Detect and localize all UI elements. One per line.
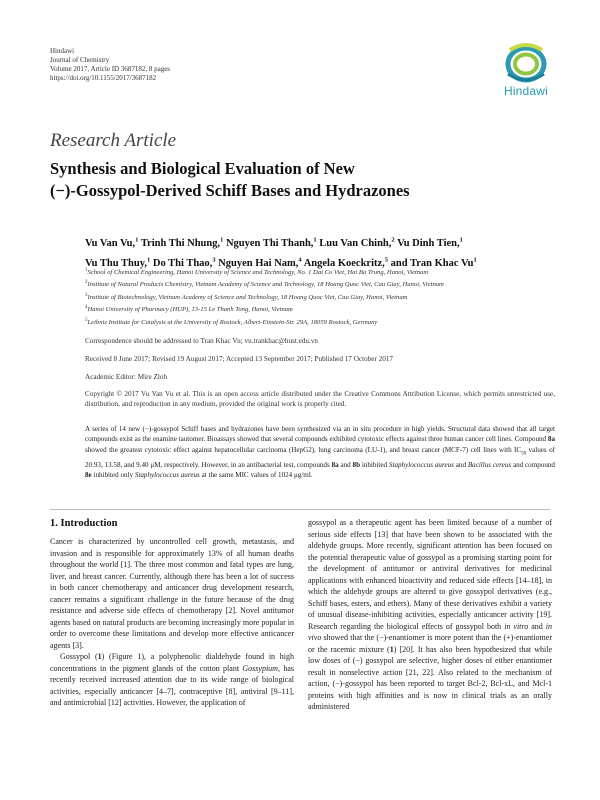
- affiliation: $^4$Hanoi University of Pharmacy (HUP), 13-15 Le Thanh Tong, Hanoi, Vietnam: [85, 305, 293, 314]
- body-column-right: [308, 517, 552, 713]
- publisher-name: Hindawi: [50, 47, 75, 55]
- doi-link[interactable]: https://doi.org/10.1155/2017/3687182: [50, 74, 157, 82]
- logo-wordmark: Hindawi: [503, 84, 549, 98]
- author: Vu Dinh Tien,$^1$: [397, 236, 463, 249]
- affiliation: $^5$Leibniz Institute for Catalysis at the University of Rostock, Albert-Einstein-Str. 29A, 18059 Rostock, Germany: [85, 317, 378, 327]
- affiliation-list: [85, 266, 555, 328]
- publication-dates: Received 8 June 2017; Revised 19 August 2017; Accepted 13 September 2017; Published 17 October 2017: [85, 355, 394, 363]
- correspondence: Correspondence should be addressed to Tran Khac Vu; vu.trankhac@hust.edu.vn: [85, 337, 319, 345]
- author: and Tran Khac Vu$^1$: [390, 256, 477, 269]
- author: Do Thi Thao,$^3$: [152, 256, 216, 269]
- affiliation: $^3$Institute of Biotechnology, Vietnam Academy of Science and Technology, 18 Hoang Quoc Viet, Cau Giay, Hanoi, Vietnam: [85, 292, 408, 302]
- author: Vu Thu Thuy,$^1$: [85, 256, 151, 269]
- body-column-left: [50, 536, 294, 709]
- author: Vu Van Vu,$^1$: [85, 236, 139, 249]
- abstract: A series of 14 new (−)-gossypol Schiff bases and hydrazones have been synthesized via an in situ procedure in high yields. Structural data showed that all target compounds exist as the enamine tautomer. Bioassays showed that several compounds exhibited cytotoxic effects against three human cancer cell lines. Compound 8a showed the greatest cytotoxic effect against hepatocellular carcinoma (HepG2), lung carcinoma (LU-1), and breast cancer (MCF-7) cell lines with $IC_{50}$ values of 20.93, 13.58, and 9.40 μM, respectively. However, in an antibacterial test, compounds 8a and 8b inhibited Staphylococcus aureus and Bacillus cereus and compound 8e inhibited only Staphylococcus aureus at the same MIC values of 1024 μg/ml.: [85, 425, 555, 480]
- section-divider: [50, 509, 550, 510]
- author: Nguyen Hai Nam,$^4$: [218, 256, 302, 269]
- affiliation: $^2$Institute of Natural Products Chemistry, Vietnam Academy of Science and Technology, 18 Hoang Quoc Viet, Cau Giay, Hanoi, Vietnam: [85, 280, 444, 289]
- author: Angela Koeckritz,$^5$: [303, 256, 389, 269]
- article-title: [50, 158, 550, 202]
- title-line-1: Synthesis and Biological Evaluation of New: [50, 159, 355, 178]
- author: Nguyen Thi Thanh,$^1$: [225, 236, 317, 249]
- hindawi-rings-icon: [496, 38, 556, 88]
- introduction-heading: 1. Introduction: [50, 518, 118, 529]
- academic-editor: Academic Editor: Mire Zloh: [85, 373, 168, 381]
- intro-paragraph-1: Cancer is characterized by uncontrolled cell growth, metastasis, and invasion and is responsible for approximately 13% of all human deaths throughout the world [1]. The three most common and fatal types are lung, liver, and breast cancer. Currently, although there has been a lot of success in both cancer chemotherapy and anticancer drug development research, cancer remains a significant challenge in the future because of the drug resistance and adverse side effects of chemotherapy [2]. Novel antitumor agents based on natural products are becoming increasingly more popular in order to overcome these limitations and develop more effective anticancer agents [3].: [50, 537, 294, 650]
- title-line-2: (−)-Gossypol-Derived Schiff Bases and Hydrazones: [50, 181, 410, 200]
- author: Luu Van Chinh,$^2$: [319, 236, 395, 249]
- intro-paragraph-continued: gossypol as a therapeutic agent has been limited because of a number of serious side effects [13] that have been shown to be associated with the aldehyde groups. More recently, significant attention has been focused on the potential therapeutic value of gossypol as a promising starting point for the development of antitumor or antiviral derivatives for medicinal applications with enhanced bioactivity and reduced side effects [14–18], in which the aldehyde groups are altered to give gossypol derivatives (e.g., Schiff bases, esters, and ethers). Many of these derivatives exhibit a variety of unusual disease-inhibiting activities, especially anticancer activity [19]. Research regarding the biological effects of gossypol both in vitro and in vivo showed that the (−)-enantiomer is more potent than the (+)-enantiomer or the racemic mixture (1) [20]. It has also been hypothesized that while low doses of (−) gossypol are selective, higher doses of either enantiomer result in nonselective action [21, 22]. Also related to the mechanism of action, (−)-gossypol has been reported to target Bcl-2, Bcl-xL, and Mcl-1 proteins with high affinities and is now in clinical trials as an orally administered: [308, 518, 553, 711]
- copyright-notice: Copyright © 2017 Vu Van Vu et al. This is an open access article distributed under the Creative Commons Attribution License, which permits unrestricted use, distribution, and reproduction in any medium, provided the original work is properly cited.: [85, 390, 555, 408]
- article-type: Research Article: [50, 130, 177, 151]
- intro-paragraph-2: Gossypol (1) (Figure 1), a polyphenolic dialdehyde found in high concentrations in the pigment glands of the cotton plant Gossypium, has recently received increased attention due to its wide range of biological activities, especially anticancer [4–7], contraceptive [8], antiviral [9–11], and antimicrobial [12] activities. However, the application of: [50, 652, 295, 707]
- author: Trinh Thi Nhung,$^1$: [140, 236, 224, 249]
- journal-meta: [50, 47, 170, 83]
- affiliation: $^1$School of Chemical Engineering, Hanoi University of Science and Technology, No. 1 Dai Co Viet, Hai Ba Trung, Hanoi, Vietnam: [85, 268, 429, 277]
- journal-name: Journal of Chemistry: [50, 56, 110, 64]
- volume-line: Volume 2017, Article ID 3687182, 8 pages: [50, 65, 171, 73]
- hindawi-logo: [496, 38, 556, 108]
